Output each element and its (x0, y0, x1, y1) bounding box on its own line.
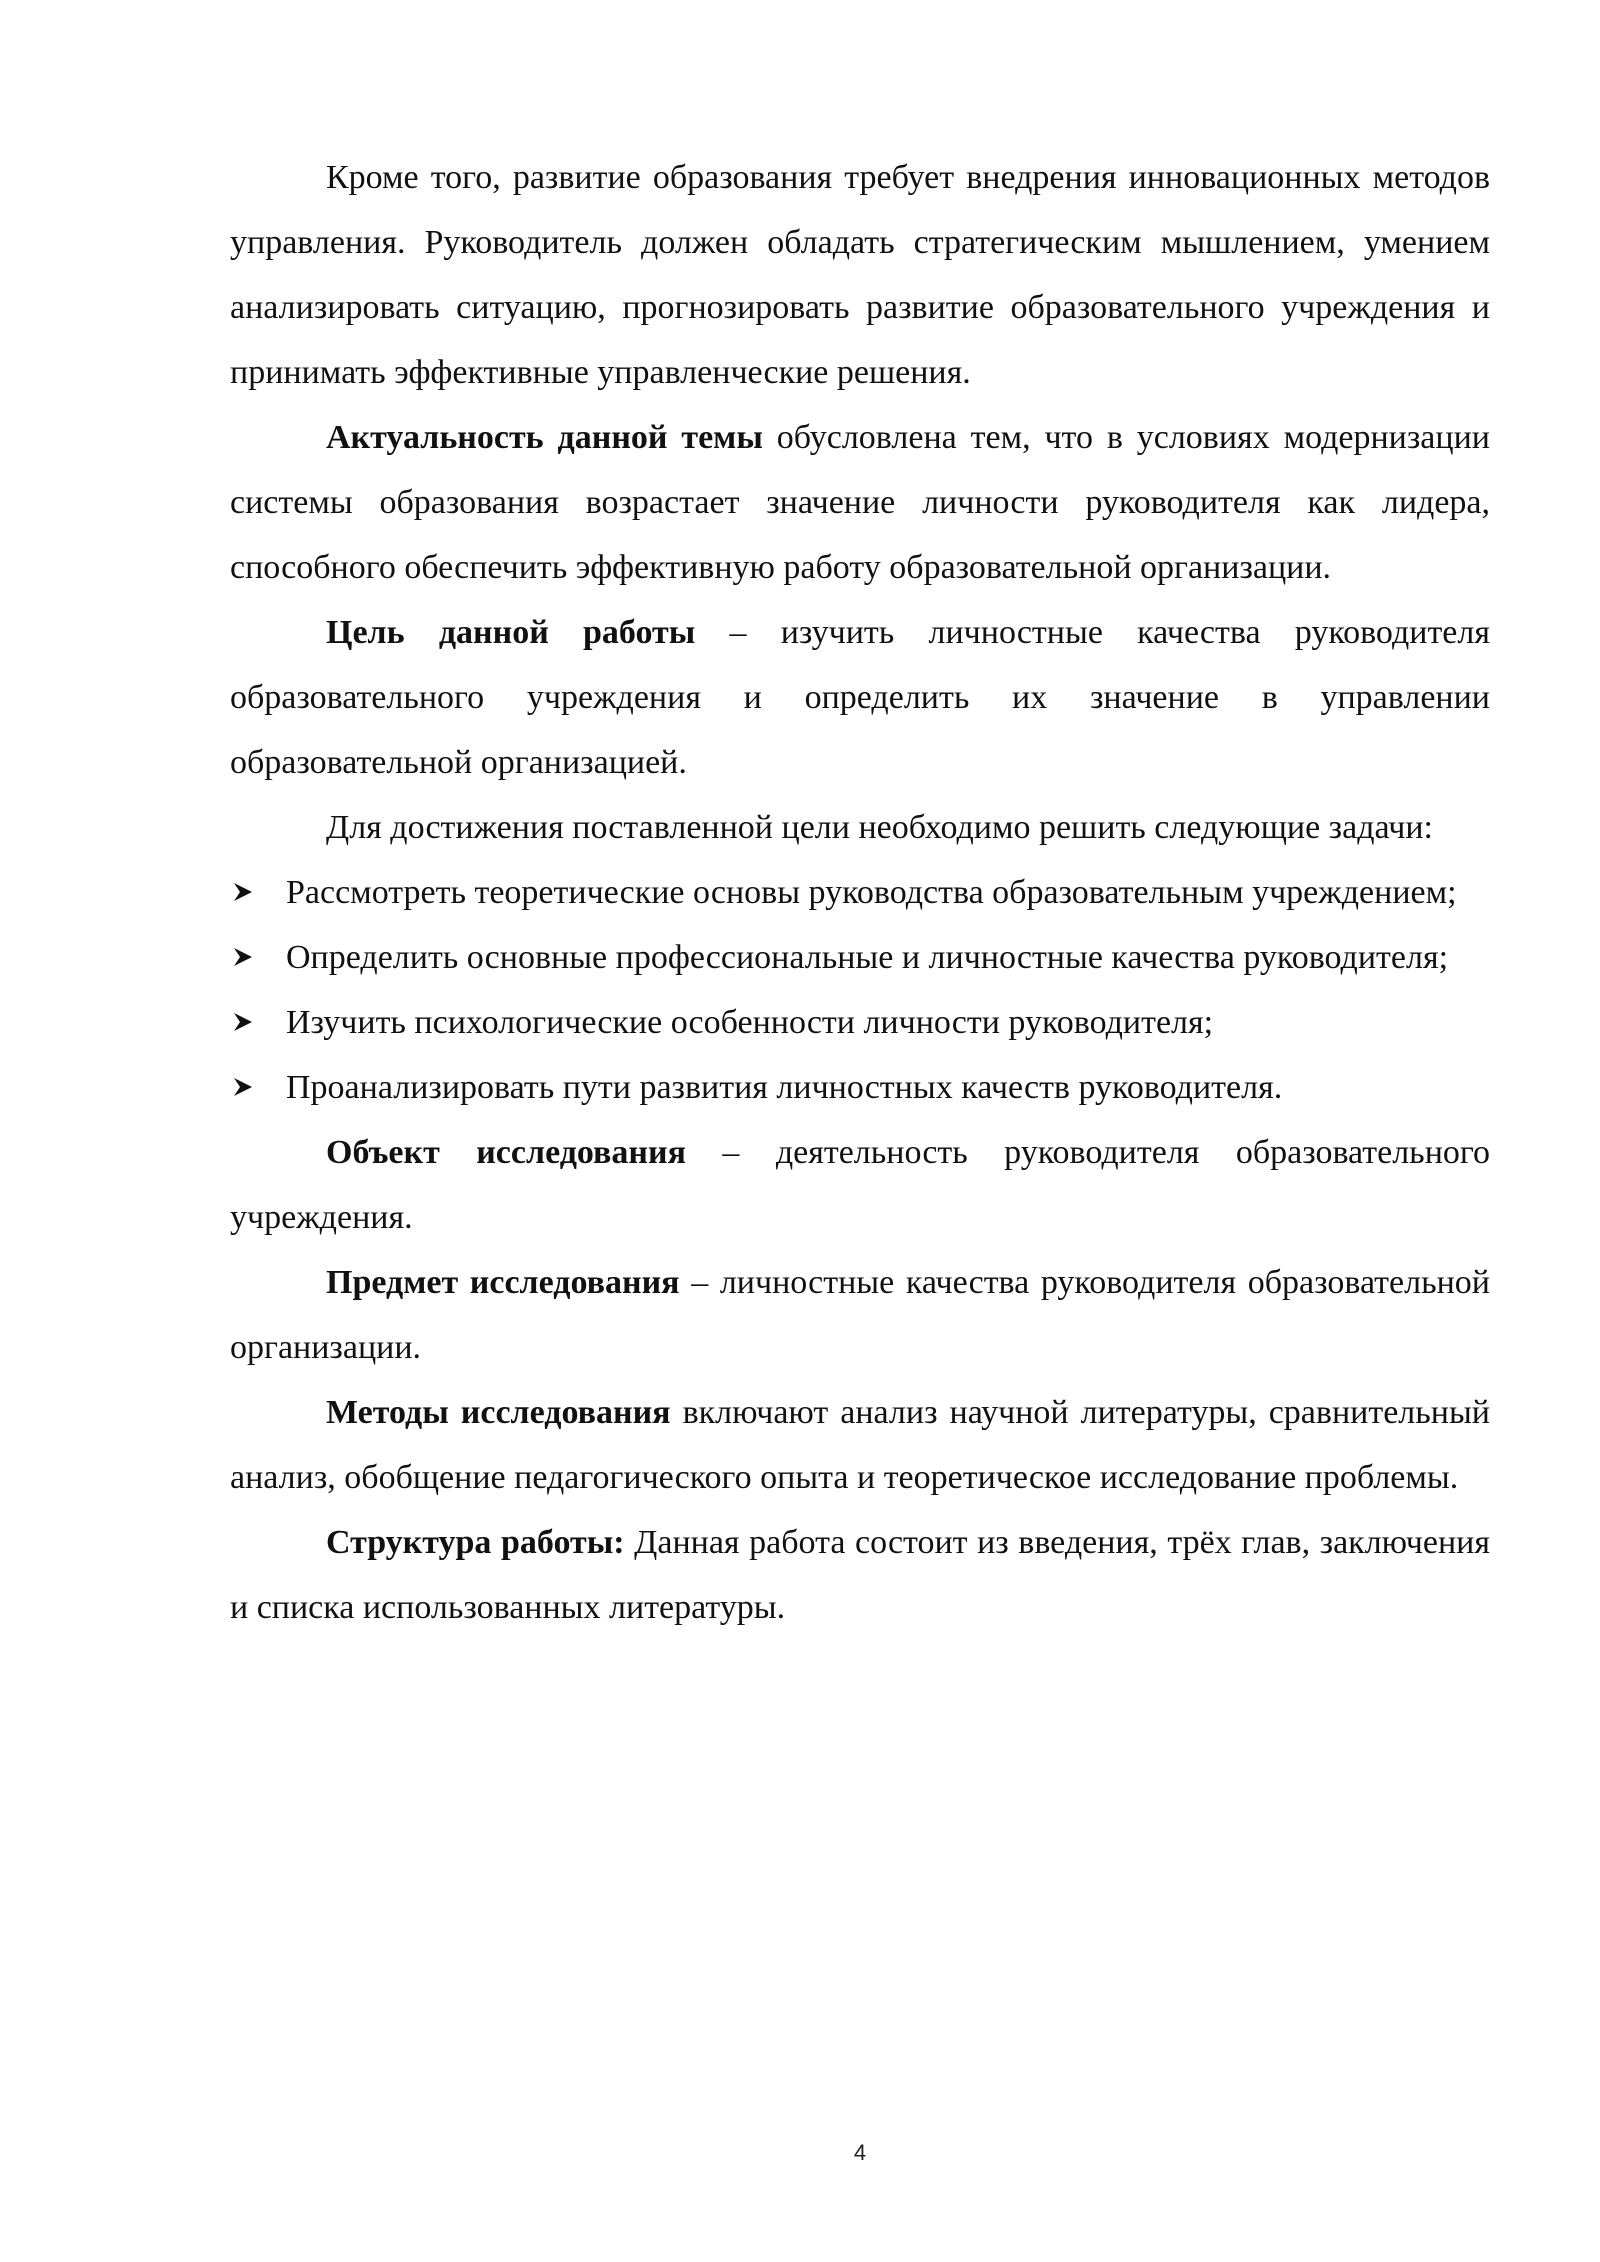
object-paragraph (230, 1120, 1490, 1250)
tasks-intro-paragraph: Для достижения поставленной цели необходимо решить следующие задачи: (326, 809, 1433, 846)
subject-text: – личностные качества руководителя образовательной организации. (230, 1264, 1490, 1366)
relevance-text: обусловлена тем, что в условиях модернизации системы образования возрастает значение личности руководителя как лидера, способного обеспечить эффективную работу образовательной организации. (230, 419, 1490, 586)
task-item (230, 860, 1490, 925)
task-text: Изучить психологические особенности личности руководителя; (286, 1004, 1214, 1041)
task-text: Определить основные профессиональные и личностные качества руководителя; (286, 939, 1449, 976)
structure-paragraph (230, 1510, 1490, 1640)
subject-paragraph (230, 1250, 1490, 1380)
page-number: 4 (853, 2140, 867, 2165)
methods-label: Методы исследования (326, 1394, 671, 1431)
task-item (230, 925, 1490, 990)
intro-paragraph: Кроме того, развитие образования требует внедрения инновационных методов управления. Руководитель должен обладать стратегическим мышлением, умением анализировать ситуацию, прогнозировать развитие образовательного учреждения и принимать эффективные управленческие решения. (230, 159, 1490, 391)
object-text: – деятельность руководителя образовательного учреждения. (230, 1134, 1490, 1236)
goal-label: Цель данной работы (326, 614, 696, 651)
task-item (230, 1055, 1490, 1120)
methods-text: включают анализ научной литературы, сравнительный анализ, обобщение педагогического опыта и теоретическое исследование проблемы. (230, 1394, 1491, 1496)
goal-paragraph (230, 600, 1490, 795)
task-item (230, 990, 1490, 1055)
arrowhead-bullet-icon (232, 925, 262, 990)
document-body (230, 145, 1490, 1640)
goal-text: – изучить личностные качества руководителя образовательного учреждения и определить их значение в управлении образовательной организацией. (230, 614, 1491, 781)
relevance-paragraph (230, 405, 1490, 600)
object-label: Объект исследования (326, 1134, 686, 1171)
structure-label: Структура работы: (326, 1524, 625, 1561)
relevance-label: Актуальность данной темы (326, 419, 763, 456)
arrowhead-bullet-icon (232, 1055, 262, 1120)
task-text: Проанализировать пути развития личностных качеств руководителя. (286, 1069, 1283, 1106)
task-text: Рассмотреть теоретические основы руководства образовательным учреждением; (286, 874, 1457, 911)
subject-label: Предмет исследования (326, 1264, 680, 1301)
arrowhead-bullet-icon (232, 990, 262, 1055)
methods-paragraph (230, 1380, 1490, 1510)
arrowhead-bullet-icon (232, 860, 262, 925)
structure-text: Данная работа состоит из введения, трёх глав, заключения и списка использованных литературы. (230, 1524, 1490, 1626)
tasks-list (230, 860, 1490, 1120)
